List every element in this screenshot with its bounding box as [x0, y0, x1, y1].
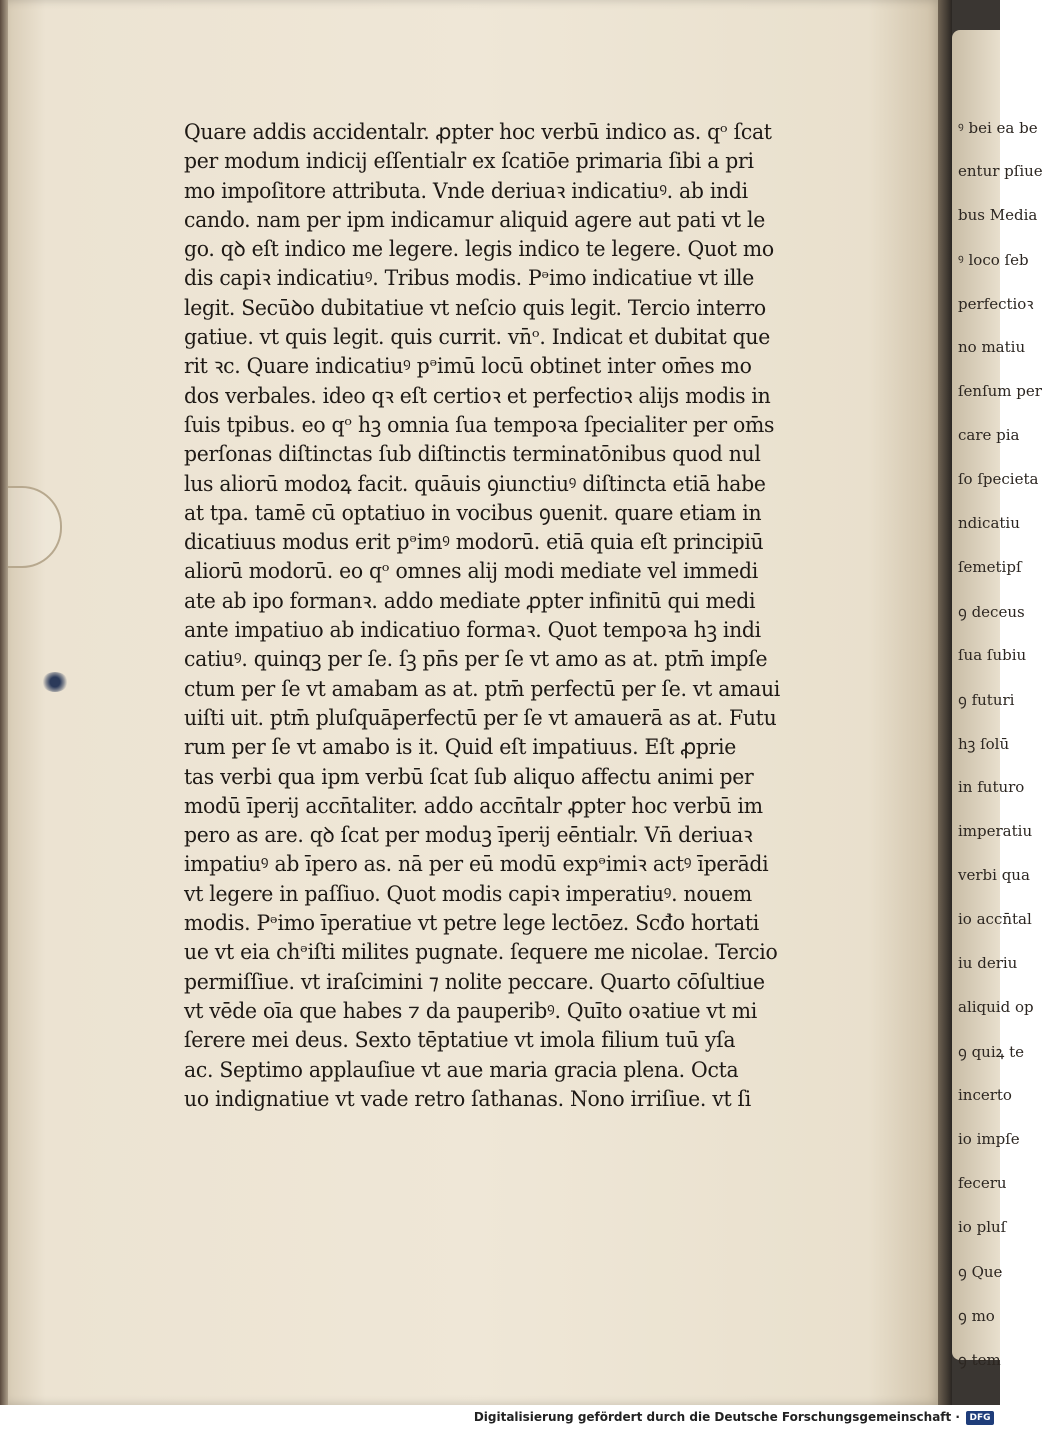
facing-page-fragment: in futuro — [958, 778, 1025, 796]
book-gutter — [938, 0, 952, 1405]
text-line: aliorū modorū. eo qᵒ omnes alij modi mediate vel immedi — [184, 559, 758, 584]
facing-page-fragment: ꝯ futuri — [958, 691, 1015, 709]
text-line: perſonas diſtinctas ſub diſtinctis terminatōnibus quod nul — [184, 442, 761, 467]
text-line: vt legere in paſſiuo. Quot modis capiꝛ imperatiuꝰ. nouem — [184, 881, 752, 906]
text-line: catiuꝰ. quinqꝫ per ſe. ſꝫ pn̄s per ſe vt amo as at. ptm̄ impſe — [184, 647, 768, 672]
facing-page-fragment: ꝯ mo — [958, 1307, 995, 1325]
facing-page-edge — [952, 30, 1043, 1369]
text-line: ue vt eia chᵊiſti milites pugnate. ſequere me nicolae. Tercio — [184, 940, 778, 965]
facing-page-fragment: ſemetipſ — [958, 558, 1022, 576]
text-line: ac. Septimo applauſiue vt aue maria gracia plena. Octa — [184, 1057, 739, 1082]
text-line: uo indignatiue vt vade retro ſathanas. Nono irriſiue. vt ſi — [184, 1086, 752, 1111]
facing-page-fragment: io impſe — [958, 1130, 1020, 1148]
text-line: ſuis tpibus. eo qᵒ hꝫ omnia ſua tempoꝛa ſpecialiter per om̄s — [184, 412, 775, 437]
text-line: ante impatiuo ab indicatiuo formaꝛ. Quot tempoꝛa hꝫ indi — [184, 618, 761, 643]
facing-page-fragment: perfectioꝛ — [958, 295, 1034, 313]
text-line: at tpa. tamē cū optatiuo in vocibus ꝯuenit. quare etiam in — [184, 500, 762, 525]
facing-page-fragment: ſua ſubiu — [958, 646, 1027, 664]
text-line: Quare addis accidentalr. ꝓpter hoc verbū indico as. qᵒ ſcat — [184, 120, 772, 144]
text-line: lus aliorū modoꝝ facit. quāuis ꝯiunctiuꝰ diſtincta etiā habe — [184, 471, 766, 496]
text-line: modū īperij accn̄taliter. addo accn̄talr ꝓpter hoc verbū im — [184, 793, 763, 818]
text-line: rit ꝛc. Quare indicatiuꝰ pᵊimū locū obtinet inter om̄es mo — [184, 354, 752, 379]
incunable-text-block — [184, 118, 844, 1114]
text-line: ate ab ipo formanꝛ. addo mediate ꝓpter infinitū qui medi — [184, 588, 756, 613]
facing-page-fragment: aliquid op — [958, 998, 1034, 1016]
text-line: dos verbales. ideo qꝛ eſt certioꝛ et perfectioꝛ alijs modis in — [184, 383, 771, 408]
text-line: uiſti uit. ptm̄ pluſquāperfectū per ſe vt amauerā as at. Futu — [184, 705, 777, 730]
facing-page-fragment: io accn̄tal — [958, 910, 1032, 928]
text-line: vt vēde oīa que habes ⁊ da pauperibꝰ. Quīto oꝛatiue vt mi — [184, 998, 757, 1023]
text-line: ſerere mei deus. Sexto tēptatiue vt imola filium tuū yſa — [184, 1028, 736, 1053]
text-line: go. qꝺ eſt indico me legere. legis indico te legere. Quot mo — [184, 237, 774, 262]
text-line: per modum indicij eſſentialr ex ſcatiōe primaria ſibi a pri — [184, 149, 754, 174]
facing-page-fragment: no matiu — [958, 338, 1026, 356]
text-line: dis capiꝛ indicatiuꝰ. Tribus modis. Pᵊimo indicatiue vt ille — [184, 266, 755, 291]
facing-page-fragment: ſo ſpecieta — [958, 470, 1039, 488]
facing-page-fragment: bus Media — [958, 206, 1038, 224]
facing-page-fragment: verbi qua — [958, 866, 1030, 884]
facing-page-fragment: ꝯ deceus — [958, 603, 1025, 621]
facing-page-fragment: hꝫ ſolū — [958, 735, 1010, 753]
facing-page-fragment: imperatiu — [958, 822, 1033, 840]
facing-page-fragment: io pluſ — [958, 1218, 1007, 1236]
digitization-footer — [0, 1405, 1000, 1431]
footer-credit-text: Digitalisierung gefördert durch die Deutsche Forschungsgemeinschaft · — [473, 1410, 960, 1424]
text-line: gatiue. vt quis legit. quis currit. vn̄ᵒ. Indicat et dubitat que — [184, 325, 770, 350]
facing-page-fragment: ſenſum per — [958, 382, 1042, 400]
facing-page-fragment: ꝰ bei ea be — [958, 119, 1038, 137]
text-line: pero as are. qꝺ ſcat per moduꝫ īperij eēntialr. Vn̄ deriuaꝛ — [184, 823, 753, 848]
facing-page-fragment: ꝯ Que — [958, 1263, 1003, 1281]
dfg-logo: DFG — [966, 1411, 994, 1425]
facing-page-fragment: ꝯ quiꝝ te — [958, 1043, 1024, 1061]
facing-page-fragment: feceru — [958, 1174, 1007, 1192]
text-line: permiſſiue. vt iraſcimini ⁊ nolite peccare. Quarto cōſultiue — [184, 969, 765, 994]
facing-page-fragment: iu deriu — [958, 954, 1018, 972]
facing-page-fragment: ꝯ tem — [958, 1351, 1001, 1369]
text-line: tas verbi qua ipm verbū ſcat ſub aliquo affectu animi per — [184, 764, 754, 789]
text-line: impatiuꝰ ab īpero as. nā per eū modū expᵊimiꝛ actꝰ īperādi — [184, 852, 769, 877]
ink-stain — [42, 672, 68, 692]
book-page — [8, 0, 943, 1405]
facing-page-fragment: incerto — [958, 1086, 1012, 1104]
facing-page-fragment: ndicatiu — [958, 514, 1020, 532]
text-line: dicatiuus modus erit pᵊimꝰ modorū. etiā quia eſt principiū — [184, 530, 764, 555]
page-clasp-mark — [8, 486, 62, 568]
text-line: mo impoſitore attributa. Vnde deriuaꝛ indicatiuꝰ. ab indi — [184, 178, 748, 203]
facing-page-fragment: care pia — [958, 426, 1020, 444]
facing-page-fragment: entur pſiue — [958, 162, 1043, 180]
text-line: cando. nam per ipm indicamur aliquid agere aut pati vt le — [184, 207, 765, 232]
text-line: rum per ſe vt amabo is it. Quid eſt impatiuus. Eſt ꝓprie — [184, 735, 737, 760]
facing-page-fragment: ꝰ loco ſeb — [958, 251, 1029, 269]
text-line: legit. Secūꝺo dubitatiue vt neſcio quis legit. Tercio interro — [184, 295, 766, 320]
text-line: modis. Pᵊimo īperatiue vt petre lege lectōez. Scđo hortati — [184, 911, 759, 936]
text-line: ctum per ſe vt amabam as at. ptm̄ perfectū per ſe. vt amaui — [184, 676, 781, 701]
